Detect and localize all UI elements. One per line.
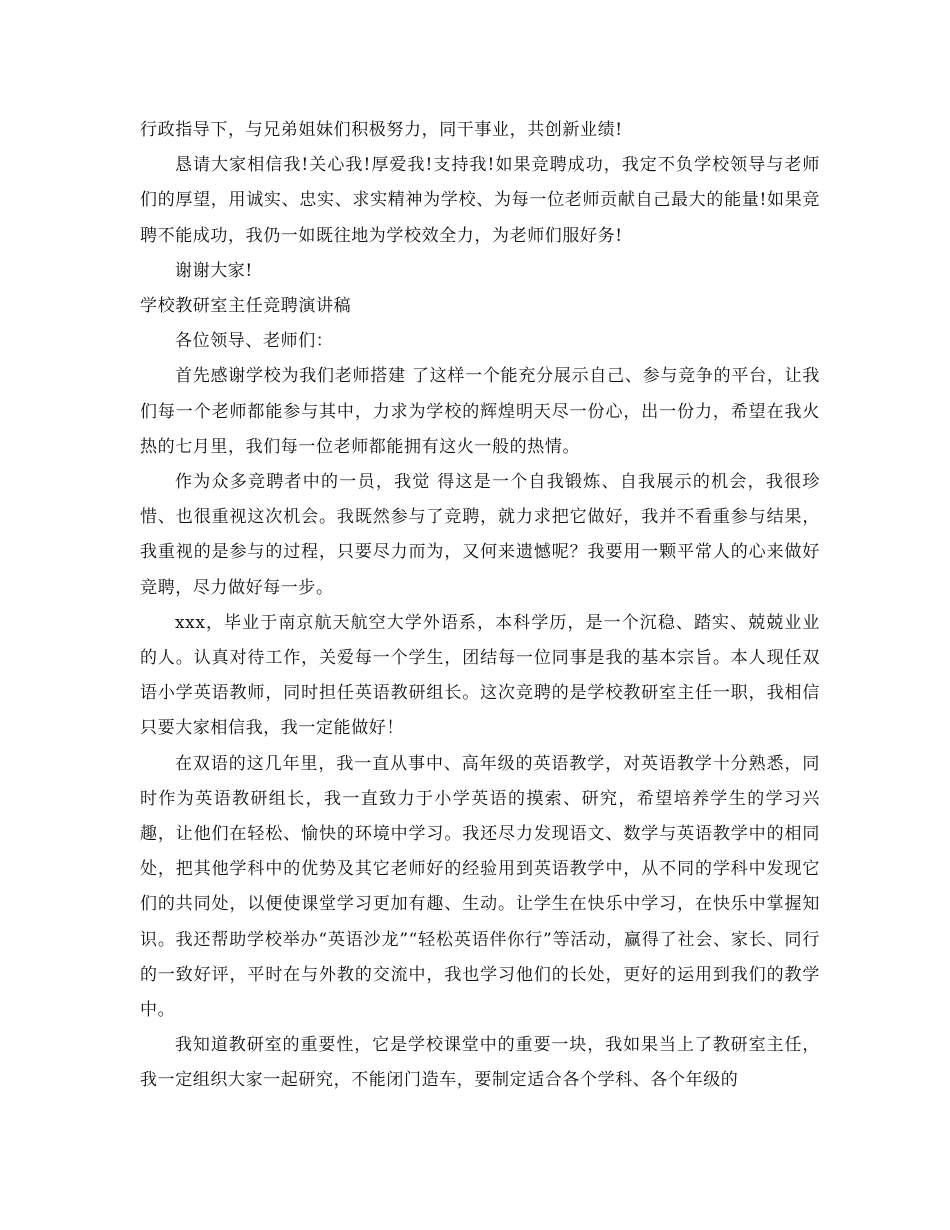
paragraph-6: 首先感谢学校为我们老师搭建 了这样一个能充分展示自己、参与竞争的平台，让我们每一个老师都能参与其中，力求为学校的辉煌明天尽一份心，出一份力，希望在我火热的七月里，我们每一位老师都能拥有这火一般的热情。 xyxy=(140,366,820,457)
section-title: 学校教研室主任竞聘演讲稿 xyxy=(140,296,352,317)
paragraph-9: 在双语的这几年里，我一直从事中、高年级的英语教学，对英语教学十分熟悉，同时作为英语教研组长，我一直致力于小学英语的摸索、研究，希望培养学生的学习兴趣，让他们在轻松、愉快的环境中学习。我还尽力发现语文、数学与英语教学中的相同处，把其他学科中的优势及其它老师好的经验用到英语教学中，从不同的学科中发现它们的共同处，以便使课堂学习更加有趣、生动。让学生在快乐中学习，在快乐中掌握知识。我还帮助学校举办“英语沙龙”“轻松英语伴你行”等活动，赢得了社会、家长、同行的一致好评，平时在与外教的交流中，我也学习他们的长处，更好的运用到我们的教学中。 xyxy=(140,753,820,1021)
salutation: 各位领导、老师们： xyxy=(175,331,334,352)
paragraph-7: 作为众多竞聘者中的一员，我觉 得这是一个自我锻炼、自我展示的机会，我很珍惜、也很重视这次机会。我既然参与了竞聘，就力求把它做好，我并不看重参与结果，我重视的是参与的过程，只要尽力而为，又何来遗憾呢？我要用一颗平常人的心来做好竞聘，尽力做好每一步。 xyxy=(140,472,820,598)
paragraph-2: 恳请大家相信我!关心我!厚爱我!支持我!如果竞聘成功，我定不负学校领导与老师们的厚望，用诚实、忠实、求实精神为学校、为每一位老师贡献自己最大的能量!如果竞聘不能成功，我仍一如既往地为学校效全力，为老师们服好务! xyxy=(140,155,820,246)
paragraph-1: 行政指导下，与兄弟姐妹们积极努力，同干事业，共创新业绩! xyxy=(140,120,623,140)
paragraph-8: xxx，毕业于南京航天航空大学外语系，本科学历，是一个沉稳、踏实、兢兢业业的人。认真对待工作，关爱每一个学生，团结每一位同事是我的基本宗旨。本人现任双语小学英语教师，同时担任英语教研组长。这次竞聘的是学校教研室主任一职，我相信只要大家相信我，我一定能做好！ xyxy=(140,612,820,739)
paragraph-10: 我知道教研室的重要性，它是学校课堂中的重要一块，我如果当上了教研室主任，我一定组织大家一起研究，不能闭门造车，要制定适合各个学科、各个年级的 xyxy=(140,1035,820,1091)
document-body xyxy=(140,113,820,1099)
paragraph-3: 谢谢大家! xyxy=(175,260,253,281)
